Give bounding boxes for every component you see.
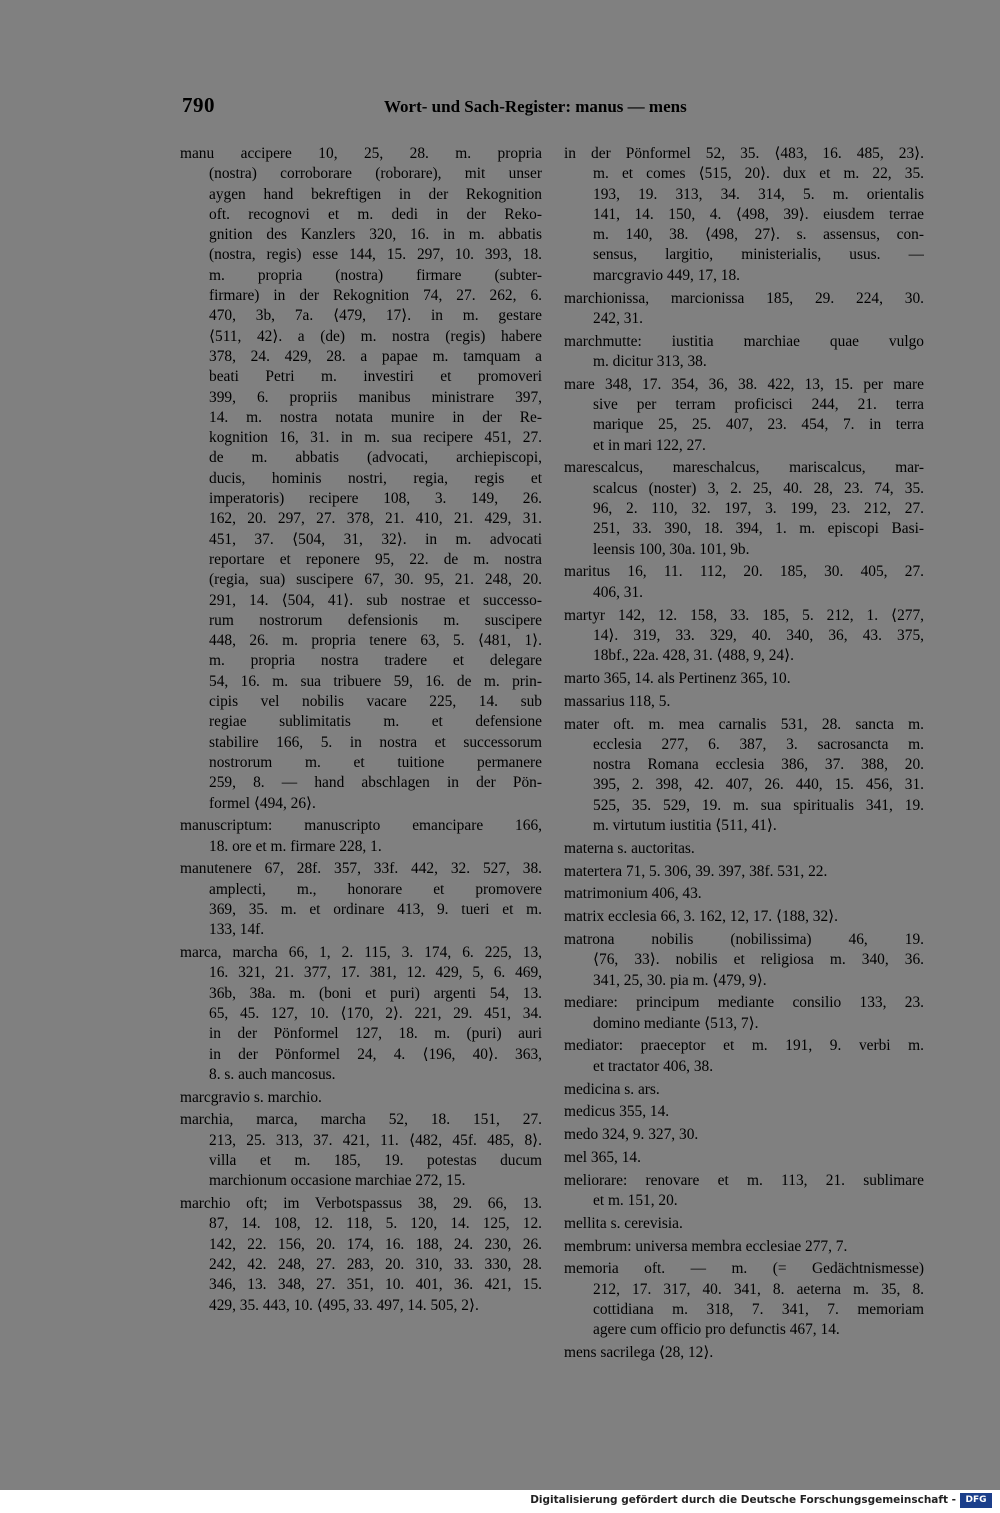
- index-line: massarius 118, 5.: [564, 692, 671, 710]
- index-entry: [564, 884, 924, 904]
- index-line: rum nostrorum defensionis m. suscipere: [209, 611, 542, 629]
- index-line: stabilire 166, 5. in nostra et successorum: [209, 733, 542, 751]
- index-line: regiae sublimitatis m. et defensione: [209, 713, 542, 731]
- index-line: beati Petri m. investiri et promoveri: [209, 368, 542, 386]
- index-entry: [564, 144, 924, 286]
- index-line: 341, 25, 30. pia m. ⟨479, 9⟩.: [593, 971, 767, 989]
- index-line: 141, 14. 150, 4. ⟨498, 39⟩. eiusdem terrae: [593, 205, 924, 223]
- index-line: 448, 26. m. propria tenere 63, 5. ⟨481, 1⟩.: [209, 632, 542, 650]
- index-line: ⟨76, 33⟩. nobilis et religiosa m. 340, 36.: [593, 951, 924, 969]
- index-line: marchio oft; im Verbotspassus 38, 29. 66, 13.: [180, 1195, 542, 1213]
- index-line: 429, 35. 443, 10. ⟨495, 33. 497, 14. 505, 2⟩.: [209, 1296, 479, 1314]
- index-entry: [564, 1171, 924, 1212]
- index-line: 242, 31.: [593, 309, 644, 327]
- index-line: 54, 16. m. sua tribuere 59, 16. de m. prin-: [209, 672, 542, 690]
- index-line: marchionum occasione marchiae 272, 15.: [209, 1172, 466, 1190]
- index-entry: [564, 1259, 924, 1340]
- index-line: mediare: principum mediante consilio 133, 23.: [564, 994, 924, 1012]
- index-line: martyr 142, 12. 158, 33. 185, 5. 212, 1. ⟨277,: [564, 606, 924, 624]
- index-entry: [564, 332, 924, 373]
- index-entry: [180, 816, 542, 857]
- index-line: mellita s. cerevisia.: [564, 1214, 683, 1232]
- index-line: medo 324, 9. 327, 30.: [564, 1126, 699, 1144]
- funding-notice: Digitalisierung gefördert durch die Deutsche Forschungsgemeinschaft -: [530, 1494, 956, 1506]
- index-entry: [564, 1214, 924, 1234]
- index-line: 14⟩. 319, 33. 329, 40. 340, 36, 43. 375,: [593, 626, 924, 644]
- index-line: villa et m. 185, 19. potestas ducum: [209, 1152, 542, 1170]
- index-line: 193, 19. 313, 34. 314, 5. m. orientalis: [593, 185, 924, 203]
- index-entry: [564, 839, 924, 859]
- index-line: marto 365, 14. als Pertinenz 365, 10.: [564, 669, 791, 687]
- index-line: m. dicitur 313, 38.: [593, 352, 707, 370]
- index-line: meliorare: renovare et m. 113, 21. sublimare: [564, 1171, 924, 1189]
- index-column-left: [180, 144, 542, 1318]
- index-line: m. virtutum iustitia ⟨511, 41⟩.: [593, 817, 777, 834]
- index-entry: [564, 1102, 924, 1122]
- index-entry: [180, 943, 542, 1085]
- index-line: 378, 24. 429, 28. a papae m. tamquam a: [209, 347, 542, 365]
- index-line: 18. ore et m. firmare 228, 1.: [209, 837, 382, 855]
- index-line: 14. m. nostra notata munire in der Re-: [209, 408, 542, 426]
- index-line: 259, 8. — hand abschlagen in der Pön-: [209, 774, 542, 792]
- index-line: m. 140, 38. ⟨498, 27⟩. s. assensus, con-: [593, 226, 924, 244]
- footer-bar: [0, 1490, 1000, 1513]
- index-entry: [564, 669, 924, 689]
- dfg-logo: DFG: [960, 1493, 992, 1508]
- index-entry: [564, 289, 924, 330]
- index-entry: [564, 930, 924, 991]
- index-line: marique 25, 25. 407, 23. 454, 7. in terra: [593, 416, 924, 434]
- index-line: reportare et reponere 95, 22. de m. nostra: [209, 550, 542, 568]
- index-line: marchmutte: iustitia marchiae quae vulgo: [564, 332, 924, 350]
- index-line: (nostra, regis) esse 144, 15. 297, 10. 393, 18.: [209, 246, 542, 264]
- index-line: marchionissa, marcionissa 185, 29. 224, 30.: [564, 289, 924, 307]
- index-entry: [564, 375, 924, 456]
- index-line: nostrorum m. et tuitione permanere: [209, 753, 542, 771]
- index-line: mater oft. m. mea carnalis 531, 28. sancta m.: [564, 715, 924, 733]
- index-line: de m. abbatis (advocati, archiepiscopi,: [209, 449, 542, 467]
- index-line: ⟨511, 42⟩. a (de) m. nostra (regis) habere: [209, 327, 542, 345]
- index-line: sensus, largitio, ministerialis, usus. —: [593, 246, 924, 264]
- index-entry: [564, 993, 924, 1034]
- index-entry: [564, 1080, 924, 1100]
- index-line: 65, 45. 127, 10. ⟨170, 2⟩. 221, 29. 451, 34.: [209, 1004, 542, 1022]
- index-entry: [180, 1194, 542, 1316]
- index-line: 96, 2. 110, 32. 197, 3. 199, 23. 212, 27.: [593, 500, 924, 518]
- index-line: 8. s. auch mancosus.: [209, 1065, 336, 1083]
- index-line: mens sacrilega ⟨28, 12⟩.: [564, 1344, 714, 1362]
- index-line: kognition 16, 31. in m. sua recipere 451, 27.: [209, 429, 542, 447]
- index-entry: [564, 715, 924, 837]
- index-line: (regia, sua) suscipere 67, 30. 95, 21. 248, 20.: [209, 571, 542, 589]
- index-entry: [180, 1110, 542, 1191]
- index-line: mediator: praeceptor et m. 191, 9. verbi m.: [564, 1037, 924, 1055]
- index-entry: [564, 562, 924, 603]
- index-line: gnition des Kanzlers 320, 16. in m. abbatis: [209, 226, 542, 244]
- index-line: matrona nobilis (nobilissima) 46, 19.: [564, 930, 924, 948]
- index-line: 451, 37. ⟨504, 31, 32⟩. in m. advocati: [209, 530, 542, 548]
- index-line: 213, 25. 313, 37. 421, 11. ⟨482, 45f. 485, 8⟩.: [209, 1131, 542, 1149]
- index-line: 251, 33. 390, 18. 394, 1. m. episcopi Basi-: [593, 520, 924, 538]
- index-line: marchia, marca, marcha 52, 18. 151, 27.: [180, 1111, 542, 1129]
- index-line: et m. 151, 20.: [593, 1192, 678, 1210]
- index-line: agere cum officio pro defunctis 467, 14.: [593, 1321, 840, 1339]
- index-line: oft. recognovi et m. dedi in der Reko-: [209, 205, 542, 223]
- index-line: in der Pönformel 24, 4. ⟨196, 40⟩. 363,: [209, 1045, 542, 1063]
- index-line: et tractator 406, 38.: [593, 1057, 714, 1075]
- index-entry: [564, 1125, 924, 1145]
- index-line: manuscriptum: manuscripto emancipare 166,: [180, 817, 542, 835]
- index-line: mare 348, 17. 354, 36, 38. 422, 13, 15. per mare: [564, 375, 924, 393]
- index-line: ducis, hominis nostri, regia, regis et: [209, 469, 542, 487]
- index-entry: [180, 859, 542, 940]
- index-line: 291, 14. ⟨504, 41⟩. sub nostrae et successo-: [209, 591, 542, 609]
- index-line: memoria oft. — m. (= Gedächtnismesse): [564, 1260, 924, 1278]
- index-line: marca, marcha 66, 1, 2. 115, 3. 174, 6. 225, 13,: [180, 944, 542, 962]
- index-entry: [564, 606, 924, 667]
- index-line: m. propria (nostra) firmare (subter-: [209, 266, 542, 284]
- index-line: 395, 2. 398, 42. 407, 26. 440, 15. 456, 31.: [593, 776, 924, 794]
- index-line: in der Pönformel 52, 35. ⟨483, 16. 485, 23⟩.: [564, 145, 924, 162]
- index-line: 242, 42. 248, 27. 283, 20. 310, 33. 330, 28.: [209, 1256, 542, 1274]
- index-entry: [180, 1088, 542, 1108]
- index-column-right: [564, 144, 924, 1366]
- index-line: 406, 31.: [593, 583, 644, 601]
- index-line: 369, 35. m. et ordinare 413, 9. tueri et m.: [209, 900, 542, 918]
- index-line: marcgravio 449, 17, 18.: [593, 266, 741, 284]
- index-line: cipis vel nobilis vacare 225, 14. sub: [209, 693, 542, 711]
- index-line: membrum: universa membra ecclesiae 277, 7.: [564, 1237, 848, 1255]
- index-line: et in mari 122, 27.: [593, 436, 706, 454]
- index-line: leensis 100, 30a. 101, 9b.: [593, 540, 750, 558]
- index-line: marcgravio s. marchio.: [180, 1088, 322, 1106]
- index-line: ecclesia 277, 6. 387, 3. sacrosancta m.: [593, 735, 924, 753]
- index-line: medicus 355, 14.: [564, 1103, 670, 1121]
- index-line: 142, 22. 156, 20. 174, 16. 188, 24. 230, 26.: [209, 1235, 542, 1253]
- index-line: firmare) in der Rekognition 74, 27. 262, 6.: [209, 287, 542, 305]
- index-entry: [564, 692, 924, 712]
- index-line: 470, 3b, 7a. ⟨479, 17⟩. in m. gestare: [209, 307, 542, 325]
- index-line: domino mediante ⟨513, 7⟩.: [593, 1014, 759, 1032]
- index-line: m. et comes ⟨515, 20⟩. dux et m. 22, 35.: [593, 165, 924, 183]
- index-line: nostra Romana ecclesia 386, 37. 388, 20.: [593, 756, 924, 774]
- index-line: 399, 6. propriis manibus ministrare 397,: [209, 388, 542, 406]
- index-line: marescalcus, mareschalcus, mariscalcus, mar-: [564, 459, 924, 477]
- index-line: matrix ecclesia 66, 3. 162, 12, 17. ⟨188, 32⟩.: [564, 908, 839, 926]
- index-entry: [564, 1148, 924, 1168]
- index-line: 162, 20. 297, 27. 378, 21. 410, 21. 429, 31.: [209, 510, 542, 528]
- index-line: m. propria nostra tradere et delegare: [209, 652, 542, 670]
- index-line: 346, 13. 348, 27. 351, 10. 401, 36. 421, 15.: [209, 1276, 542, 1294]
- index-line: manu accipere 10, 25, 28. m. propria: [180, 145, 542, 162]
- index-line: cottidiana m. 318, 7. 341, 7. memoriam: [593, 1301, 924, 1319]
- page-number: 790: [182, 93, 215, 117]
- index-line: 16. 321, 21. 377, 17. 381, 12. 429, 5, 6. 469,: [209, 964, 542, 982]
- index-entry: [564, 907, 924, 927]
- index-line: medicina s. ars.: [564, 1080, 660, 1098]
- index-line: sive per terram proficisci 244, 21. terra: [593, 396, 924, 414]
- index-line: formel ⟨494, 26⟩.: [209, 794, 316, 812]
- index-entry: [180, 144, 542, 814]
- index-line: aygen hand bekreftigen in der Rekognition: [209, 185, 542, 203]
- index-line: 525, 35. 529, 19. m. sua spiritualis 341, 19.: [593, 796, 924, 814]
- index-line: (nostra) corroborare (roborare), mit unser: [209, 165, 542, 183]
- index-entry: [564, 862, 924, 882]
- index-line: materna s. auctoritas.: [564, 839, 695, 857]
- index-line: maritus 16, 11. 112, 20. 185, 30. 405, 27.: [564, 563, 924, 581]
- index-line: mel 365, 14.: [564, 1148, 641, 1166]
- index-line: amplecti, m., honorare et promovere: [209, 880, 542, 898]
- index-entry: [564, 1237, 924, 1257]
- index-line: 36b, 38a. m. (boni et puri) argenti 54, 13.: [209, 984, 542, 1002]
- index-line: in der Pönformel 127, 18. m. (puri) auri: [209, 1025, 542, 1043]
- index-entry: [564, 1036, 924, 1077]
- running-head: Wort- und Sach-Register: manus — mens: [384, 97, 687, 116]
- index-line: 87, 14. 108, 12. 118, 5. 120, 14. 125, 12.: [209, 1215, 542, 1233]
- index-line: scalcus (noster) 3, 2. 25, 40. 28, 23. 74, 35.: [593, 479, 924, 497]
- index-line: 18bf., 22a. 428, 31. ⟨488, 9, 24⟩.: [593, 647, 794, 665]
- index-line: manutenere 67, 28f. 357, 33f. 442, 32. 527, 38.: [180, 860, 542, 878]
- index-line: matrimonium 406, 43.: [564, 885, 702, 903]
- index-line: matertera 71, 5. 306, 39. 397, 38f. 531, 22.: [564, 862, 828, 880]
- index-line: 133, 14f.: [209, 921, 265, 939]
- index-line: 212, 17. 317, 40. 341, 8. aeterna m. 35, 8.: [593, 1280, 924, 1298]
- index-line: imperatoris) recipere 108, 3. 149, 26.: [209, 490, 542, 508]
- index-entry: [564, 1343, 924, 1363]
- index-entry: [564, 458, 924, 559]
